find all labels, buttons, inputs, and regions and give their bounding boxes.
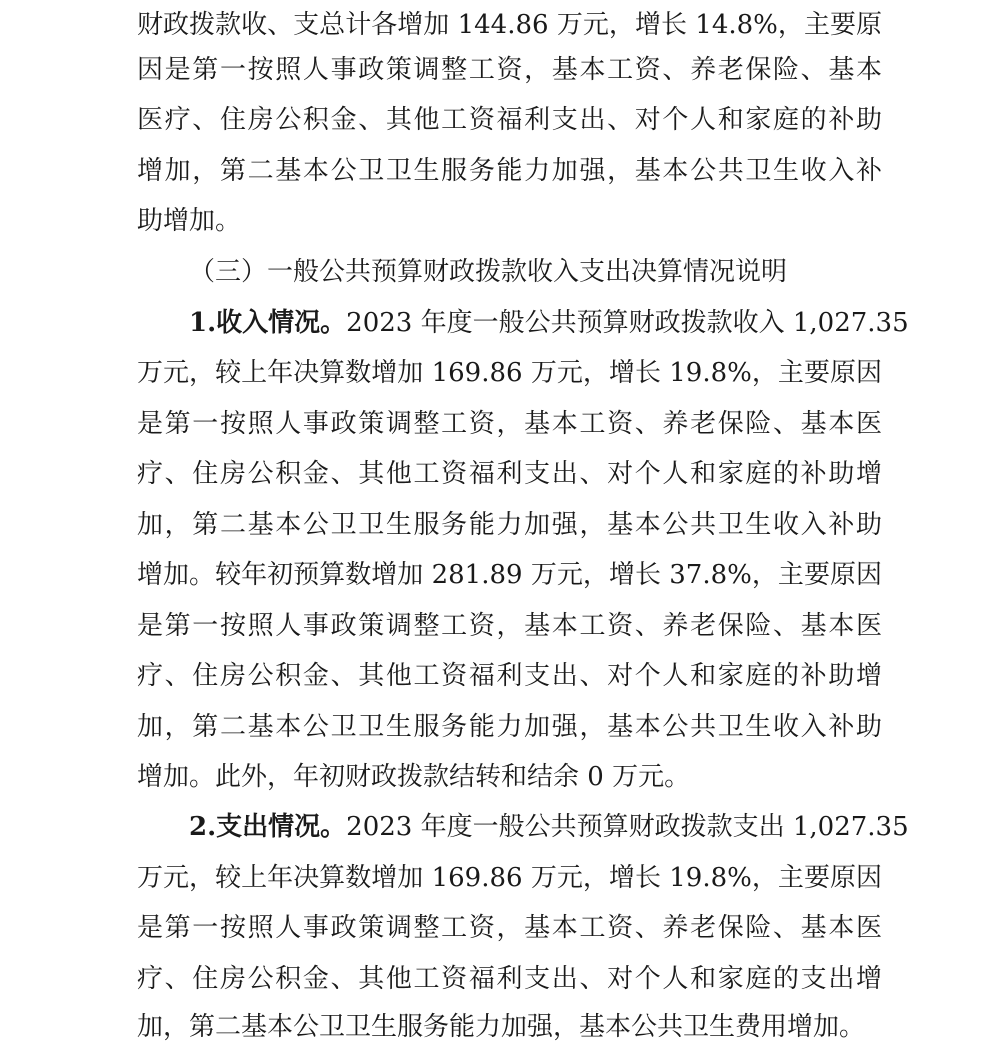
text-line-15: 加，第二基本公卫卫生服务能力加强，基本公共卫生收入补助 — [137, 712, 882, 742]
text-line-8: 万元，较上年决算数增加 169.86 万元，增长 19.8%，主要原因 — [137, 358, 882, 388]
text-line-14: 疗、住房公积金、其他工资福利支出、对个人和家庭的补助增 — [137, 661, 882, 691]
text-line-12: 增加。较年初预算数增加 281.89 万元，增长 37.8%，主要原因 — [137, 560, 882, 590]
expense-lead-rest: 2023 年度一般公共预算财政拨款支出 1,027.35 — [346, 812, 909, 842]
text-line-2: 因是第一按照人事政策调整工资，基本工资、养老保险、基本 — [137, 55, 882, 85]
text-line-3: 医疗、住房公积金、其他工资福利支出、对个人和家庭的补助 — [137, 105, 882, 135]
section-heading: （三）一般公共预算财政拨款收入支出决算情况说明 — [189, 257, 788, 287]
text-line-11: 加，第二基本公卫卫生服务能力加强，基本公共卫生收入补助 — [137, 510, 882, 540]
income-lead-rest: 2023 年度一般公共预算财政拨款收入 1,027.35 — [346, 308, 909, 338]
text-line-13: 是第一按照人事政策调整工资，基本工资、养老保险、基本医 — [137, 611, 882, 641]
text-line-18: 万元，较上年决算数增加 169.86 万元，增长 19.8%，主要原因 — [137, 863, 882, 893]
income-lead: 1.收入情况。 — [189, 308, 347, 338]
text-line-16: 增加。此外，年初财政拨款结转和结余 0 万元。 — [137, 762, 691, 792]
text-line-10: 疗、住房公积金、其他工资福利支出、对个人和家庭的补助增 — [137, 459, 882, 489]
text-line-5: 助增加。 — [137, 206, 242, 236]
text-line-9: 是第一按照人事政策调整工资，基本工资、养老保险、基本医 — [137, 409, 882, 439]
text-line-1: 财政拨款收、支总计各增加 144.86 万元，增长 14.8%，主要原 — [137, 10, 882, 40]
expense-lead: 2.支出情况。 — [189, 812, 347, 842]
text-line-21: 加，第二基本公卫卫生服务能力加强，基本公共卫生费用增加。 — [137, 1012, 866, 1042]
paragraph-income-first-line — [189, 298, 909, 348]
text-line-4: 增加，第二基本公卫卫生服务能力加强，基本公共卫生收入补 — [137, 156, 882, 186]
text-line-19: 是第一按照人事政策调整工资，基本工资、养老保险、基本医 — [137, 913, 882, 943]
paragraph-expense-first-line — [189, 802, 909, 852]
text-line-20: 疗、住房公积金、其他工资福利支出、对个人和家庭的支出增 — [137, 964, 882, 994]
